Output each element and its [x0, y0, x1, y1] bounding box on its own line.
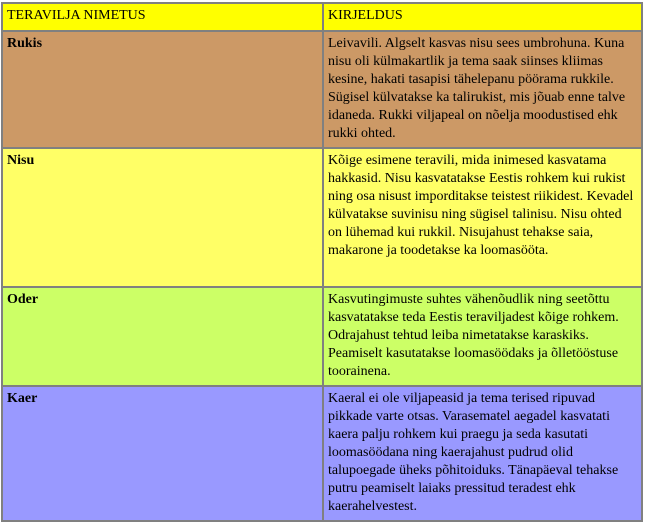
description-text: Kasvutingimuste suhtes vähenõudlik ning seetõttu kasvatatakse teda Eestis teraviljadest kõige rohkem. Odrajahust tehtud leiba nimetatakse karaskiks. Peamiselt kasutatakse loomasöödaks ja õlletööstuse toorainena.: [328, 292, 619, 379]
table-row: [2, 386, 642, 521]
row-description-rukis: [323, 31, 642, 148]
description-text: Kõige esimene teravili, mida inimesed kasvatama hakkasid. Nisu kasvatatakse Eestis rohkem kui rukist ning osa nisust imporditakse teistest riikidest. Kevadel külvatakse suvinisu ning sügisel talinisu. Nisu ohted on lühemad kui rukkil. Nisujahust tehakse saia, makarone ja toodetakse ka loomasööta.: [328, 153, 634, 258]
header-name: TERAVILJA NIMETUS: [2, 3, 323, 31]
row-name-kaer: Kaer: [2, 386, 323, 521]
row-description-oder: [323, 287, 642, 386]
row-name-nisu: Nisu: [2, 148, 323, 287]
row-description-kaer: [323, 386, 642, 521]
table-header-row: [2, 3, 642, 31]
row-name-rukis: Rukis: [2, 31, 323, 148]
description-text: Leivavili. Algselt kasvas nisu sees umbrohuna. Kuna nisu oli külmakartlik ja tema saak siinses kliimas kesine, hakati tasapisi tähelepanu pöörama rukkile. Sügisel külvatakse ka talirukist, mis jõuab enne talve idaneda. Rukki viljapeal on nõelja moodustised ehk rukki ohted.: [328, 36, 626, 141]
table-row: [2, 31, 642, 148]
row-name-oder: Oder: [2, 287, 323, 386]
header-description: KIRJELDUS: [323, 3, 642, 31]
cereals-table: [1, 2, 643, 522]
table-row: [2, 287, 642, 386]
description-text: Kaeral ei ole viljapeasid ja tema terised ripuvad pikkade varte otsas. Varasematel aegadel kasvatati kaera palju rohkem kui praegu ja seda kasutati loomasöödana ning kaerajahust pudrud olid talupoegade üheks põhitoiduks. Tänapäeval tehakse putru peamiselt laiaks pressitud teradest ehk kaerahelvestest.: [328, 391, 619, 514]
table-row: [2, 148, 642, 287]
row-description-nisu: [323, 148, 642, 287]
